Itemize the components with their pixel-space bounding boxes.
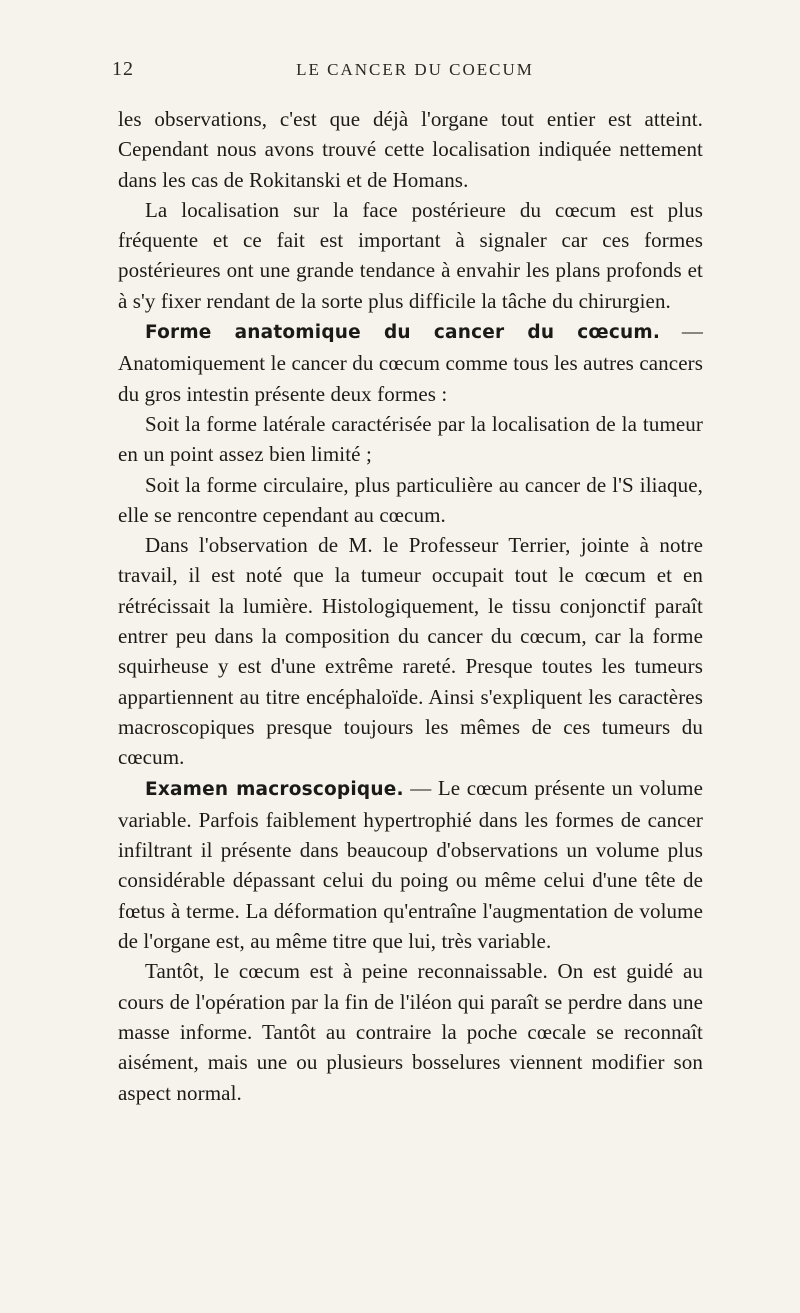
section-heading-examen-macroscopique: Examen macroscopique. (145, 778, 404, 800)
paragraph-localisation: La localisation sur la face postérieure du cœcum est plus fréquente et ce fait est important à signaler car ces formes postérieures ont une grande tendance à envahir les plans profonds et à s'y fixer rendant de la sorte plus difficile la tâche du chirurgien. (118, 197, 703, 313)
running-head (0, 58, 800, 84)
paragraph-forme-circulaire: Soit la forme circulaire, plus particulière au cancer de l'S iliaque, elle se rencontre cependant au cœcum. (118, 472, 703, 527)
section-text-forme-anatomique: — Anatomiquement le cancer du cœcum comme tous les autres cancers du gros intestin présente deux formes : (118, 319, 704, 406)
running-title: LE CANCER DU COECUM (296, 60, 534, 79)
section-heading-forme-anatomique: Forme anatomique du cancer du cœcum. (145, 322, 661, 344)
body-text (118, 104, 703, 1108)
paragraph-observation-terrier: Dans l'observation de M. le Professeur Terrier, jointe à notre travail, il est noté que la tumeur occupait tout le cœcum et en rétrécissait la lumière. Histologiquement, le tissu conjonctif paraît entrer peu dans la composition du cancer du cœcum, car la forme squirheuse y est d'une extrême rareté. Presque toutes les tumeurs appartiennent au titre encéphaloïde. Ainsi s'expliquent les caractères macroscopiques presque toujours les mêmes de ces tumeurs du cœcum. (118, 533, 703, 770)
paragraph-tantot: Tantôt, le cœcum est à peine reconnaissable. On est guidé au cours de l'opération par la fin de l'iléon qui paraît se perdre dans une masse informe. Tantôt au contraire la poche cœcale se reconnaît aisément, mais une ou plusieurs bosselures viennent modifier son aspect normal. (118, 959, 703, 1105)
section-text-examen-macroscopique: — Le cœcum présente un volume variable. Parfois faiblement hypertrophié dans les formes de cancer infiltrant il présente dans beaucoup d'observations un volume plus considérable dépassant celui du poing ou même celui d'une tête de fœtus à terme. La déformation qu'entraîne l'augmentation de volume de l'organe est, au même titre que lui, très variable. (118, 775, 703, 954)
paragraph-forme-laterale: Soit la forme latérale caractérisée par la localisation de la tumeur en un point assez bien limité ; (118, 411, 703, 467)
paragraph-examen-macroscopique (118, 773, 703, 957)
page-number: 12 (112, 58, 134, 80)
paragraph-continuation: les observations, c'est que déjà l'organe tout entier est atteint. Cependant nous avons trouvé cette localisation indiquée nettement dans les cas de Rokitanski et de Homans. (118, 107, 703, 192)
paragraph-forme-anatomique (118, 316, 703, 409)
